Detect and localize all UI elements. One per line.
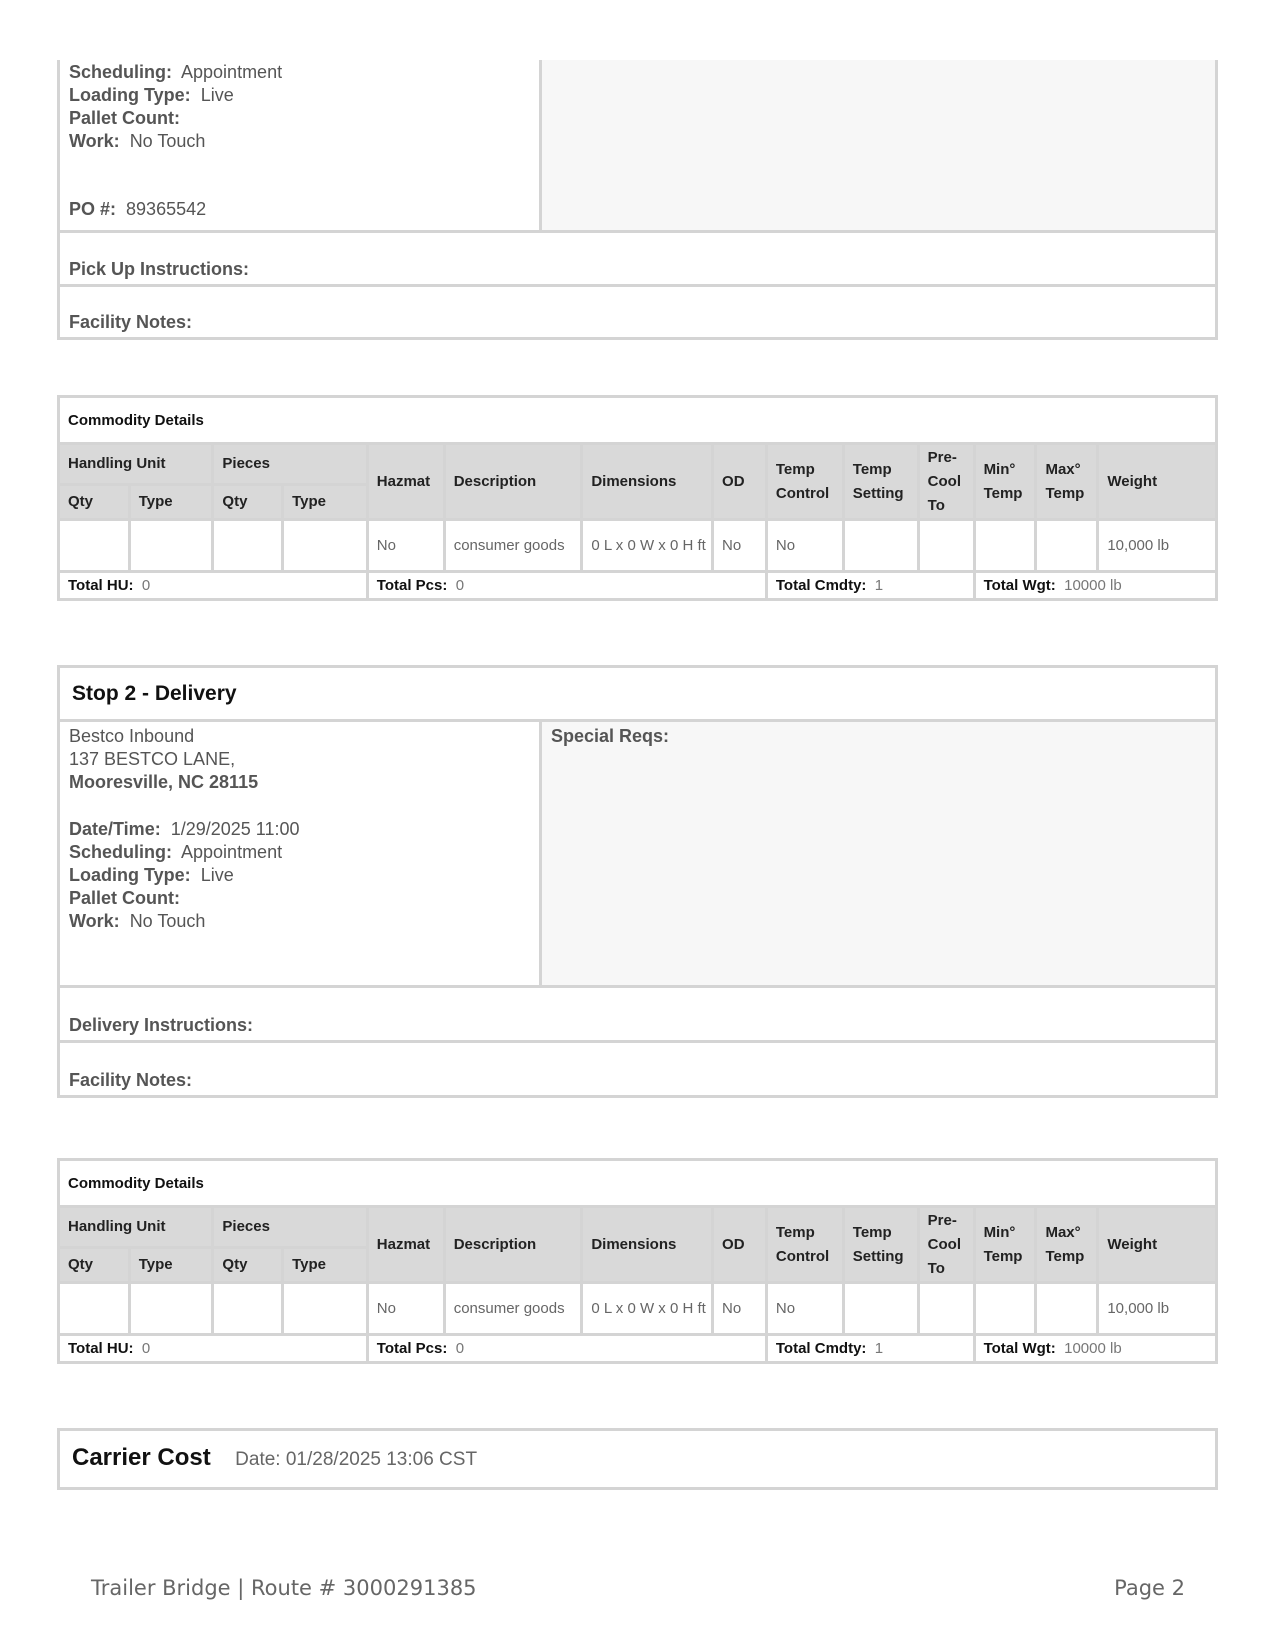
description-cell: consumer goods — [444, 520, 582, 572]
stop2-details — [60, 722, 1215, 988]
temp-control-header: Temp Control — [766, 1207, 843, 1283]
total-pcs: Total Pcs: 0 — [367, 572, 766, 600]
footer-page-number: Page 2 — [1114, 1576, 1185, 1600]
po-row: PO #: 89365542 — [69, 199, 207, 219]
min-temp-header: Min° Temp — [974, 444, 1036, 520]
total-pcs: Total Pcs: 0 — [367, 1335, 766, 1363]
hazmat-cell: No — [367, 1283, 444, 1335]
stop2-title: Stop 2 - Delivery — [60, 668, 1215, 722]
temp-control-header: Temp Control — [766, 444, 843, 520]
hu-qty-header: Qty — [59, 1248, 130, 1283]
pcs-qty-header: Qty — [213, 485, 283, 520]
special-reqs-label: Special Reqs: — [551, 726, 670, 746]
stop2-info — [60, 722, 542, 985]
hu-type-header: Type — [129, 1248, 213, 1283]
pcs-type-header: Type — [283, 485, 368, 520]
table-row — [59, 520, 1217, 572]
description-header: Description — [444, 444, 582, 520]
commodity-title: Commodity Details — [59, 1160, 1217, 1207]
table-row — [59, 1283, 1217, 1335]
hazmat-header: Hazmat — [367, 444, 444, 520]
total-cmdty: Total Cmdty: 1 — [766, 572, 974, 600]
pre-cool-cell — [918, 1283, 974, 1335]
temp-control-cell: No — [766, 1283, 843, 1335]
temp-setting-cell — [843, 520, 918, 572]
work-row: Work: No Touch — [69, 911, 206, 931]
pallet-count-row: Pallet Count: — [69, 108, 180, 128]
od-cell: No — [713, 1283, 767, 1335]
pre-cool-header: Pre-Cool To — [918, 1207, 974, 1283]
description-cell: consumer goods — [444, 1283, 582, 1335]
pre-cool-cell — [918, 520, 974, 572]
hu-type-header: Type — [129, 485, 213, 520]
pcs-type-header: Type — [283, 1248, 368, 1283]
hu-qty-cell — [59, 520, 130, 572]
temp-setting-cell — [843, 1283, 918, 1335]
temp-setting-header: Temp Setting — [843, 444, 918, 520]
carrier-cost-date: Date: 01/28/2025 13:06 CST — [235, 1449, 478, 1470]
footer-route: Trailer Bridge | Route # 3000291385 — [91, 1576, 477, 1600]
stop2-special-reqs — [542, 722, 1215, 985]
max-temp-cell — [1036, 520, 1098, 572]
handling-unit-header: Handling Unit — [59, 444, 213, 485]
pcs-qty-cell — [213, 1283, 283, 1335]
min-temp-cell — [974, 520, 1036, 572]
totals-row — [59, 572, 1217, 600]
dimensions-cell: 0 L x 0 W x 0 H ft — [582, 1283, 713, 1335]
handling-unit-header: Handling Unit — [59, 1207, 213, 1248]
total-cmdty: Total Cmdty: 1 — [766, 1335, 974, 1363]
temp-control-cell: No — [766, 520, 843, 572]
min-temp-cell — [974, 1283, 1036, 1335]
pieces-header: Pieces — [213, 444, 367, 485]
stop1-facility-notes: Facility Notes: — [69, 312, 193, 332]
od-header: OD — [713, 444, 767, 520]
dimensions-header: Dimensions — [582, 444, 713, 520]
datetime-row: Date/Time: 1/29/2025 11:00 — [69, 819, 300, 839]
hazmat-cell: No — [367, 520, 444, 572]
pcs-qty-header: Qty — [213, 1248, 283, 1283]
loading-type-row: Loading Type: Live — [69, 85, 234, 105]
hu-qty-cell — [59, 1283, 130, 1335]
weight-cell: 10,000 lb — [1098, 520, 1217, 572]
weight-header: Weight — [1098, 1207, 1217, 1283]
pcs-type-cell — [283, 520, 368, 572]
description-header: Description — [444, 1207, 582, 1283]
hu-qty-header: Qty — [59, 485, 130, 520]
hu-type-cell — [129, 520, 213, 572]
temp-setting-header: Temp Setting — [843, 1207, 918, 1283]
delivery-instructions: Delivery Instructions: — [60, 988, 1215, 1043]
scheduling-row: Scheduling: Appointment — [69, 62, 283, 82]
od-cell: No — [713, 520, 767, 572]
pre-cool-header: Pre-Cool To — [918, 444, 974, 520]
commodity-table-2 — [57, 1158, 1218, 1364]
min-temp-header: Min° Temp — [974, 1207, 1036, 1283]
stop1-info — [60, 60, 542, 230]
stop2-facility-notes: Facility Notes: — [69, 1070, 193, 1090]
stop1-panel — [57, 60, 1218, 340]
work-row: Work: No Touch — [69, 131, 206, 151]
commodity-table-1 — [57, 395, 1218, 601]
facility-city: Mooresville, NC 28115 — [69, 772, 259, 792]
total-wgt: Total Wgt: 10000 lb — [974, 572, 1216, 600]
pcs-qty-cell — [213, 520, 283, 572]
scheduling-row: Scheduling: Appointment — [69, 842, 283, 862]
stop1-details — [60, 60, 1215, 233]
total-hu: Total HU: 0 — [59, 572, 368, 600]
pieces-header: Pieces — [213, 1207, 367, 1248]
weight-header: Weight — [1098, 444, 1217, 520]
loading-type-row: Loading Type: Live — [69, 865, 234, 885]
total-hu: Total HU: 0 — [59, 1335, 368, 1363]
hazmat-header: Hazmat — [367, 1207, 444, 1283]
totals-row — [59, 1335, 1217, 1363]
total-wgt: Total Wgt: 10000 lb — [974, 1335, 1216, 1363]
pallet-count-row: Pallet Count: — [69, 888, 180, 908]
pickup-instructions: Pick Up Instructions: — [60, 233, 1215, 287]
pcs-type-cell — [283, 1283, 368, 1335]
commodity-title: Commodity Details — [59, 397, 1217, 444]
hu-type-cell — [129, 1283, 213, 1335]
weight-cell: 10,000 lb — [1098, 1283, 1217, 1335]
dimensions-cell: 0 L x 0 W x 0 H ft — [582, 520, 713, 572]
max-temp-header: Max° Temp — [1036, 444, 1098, 520]
max-temp-header: Max° Temp — [1036, 1207, 1098, 1283]
carrier-cost-panel — [57, 1428, 1218, 1490]
stop1-special-reqs — [542, 60, 1215, 230]
od-header: OD — [713, 1207, 767, 1283]
dimensions-header: Dimensions — [582, 1207, 713, 1283]
carrier-cost-title: Carrier Cost — [72, 1444, 211, 1471]
max-temp-cell — [1036, 1283, 1098, 1335]
facility-name: Bestco Inbound — [69, 726, 195, 746]
stop2-panel — [57, 665, 1218, 1098]
facility-address: 137 BESTCO LANE, — [69, 749, 236, 769]
